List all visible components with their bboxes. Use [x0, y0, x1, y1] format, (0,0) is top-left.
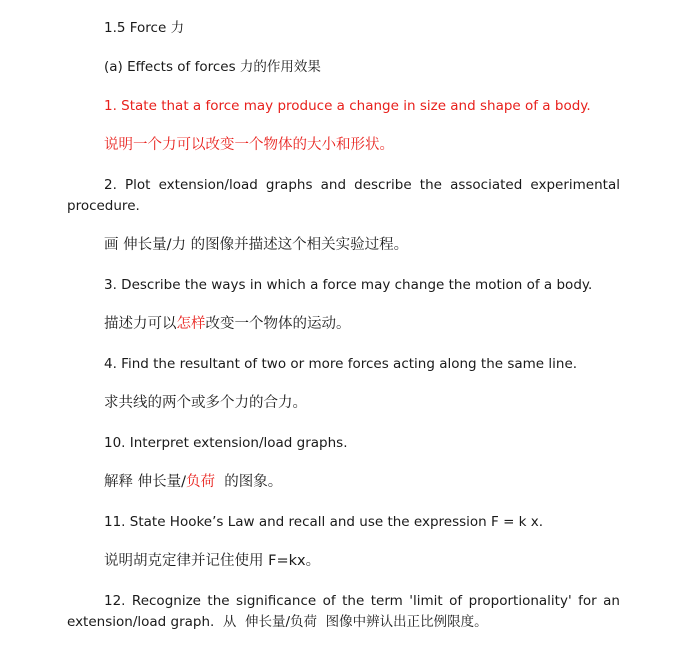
section-title: 1.5 Force 力	[104, 20, 185, 36]
objective-4-cn: 求共线的两个或多个力的合力。	[104, 395, 307, 411]
objective-1-en: 1. State that a force may produce a change in size and shape of a body.	[104, 98, 591, 114]
objective-2-cn: 画 伸长量/力 的图像并描述这个相关实验过程。	[104, 237, 409, 253]
objective-11-en: 11. State Hooke’s Law and recall and use the expression F = k x.	[104, 514, 544, 530]
objective-2-en-line2: procedure.	[67, 198, 140, 214]
objective-3-en: 3. Describe the ways in which a force may change the motion of a body.	[104, 277, 593, 293]
objective-10-cn-highlight: 负荷	[186, 474, 215, 490]
objective-3-cn-highlight: 怎样	[176, 316, 206, 332]
objective-12	[67, 591, 620, 633]
objective-10-cn	[104, 473, 282, 491]
objective-4-en: 4. Find the resultant of two or more forces acting along the same line.	[104, 356, 578, 372]
objective-1-cn: 说明一个力可以改变一个物体的大小和形状。	[104, 137, 394, 153]
objective-10-cn-part1: 解释 伸长量/	[104, 474, 186, 490]
objective-11-cn: 说明胡克定律并记住使用 F=kx。	[104, 553, 321, 569]
objective-12-line2: extension/load graph. 从 伸长量/负荷 图像中辨认出正比例限度。	[67, 614, 488, 630]
objective-3-cn-part2: 改变一个物体的运动。	[205, 316, 351, 332]
objective-2-en	[67, 175, 620, 217]
subsection-title: (a) Effects of forces 力的作用效果	[104, 59, 321, 75]
objective-3-cn	[104, 315, 351, 333]
objective-12-line1: 12. Recognize the significance of the term 'limit of proportionality' for an	[104, 593, 620, 609]
objective-3-cn-part1: 描述力可以	[104, 316, 177, 332]
objective-10-en: 10. Interpret extension/load graphs.	[104, 435, 348, 451]
objective-10-cn-part2: 的图象。	[215, 474, 283, 490]
objective-2-en-line1: 2. Plot extension/load graphs and describe the associated experimental	[104, 177, 620, 193]
